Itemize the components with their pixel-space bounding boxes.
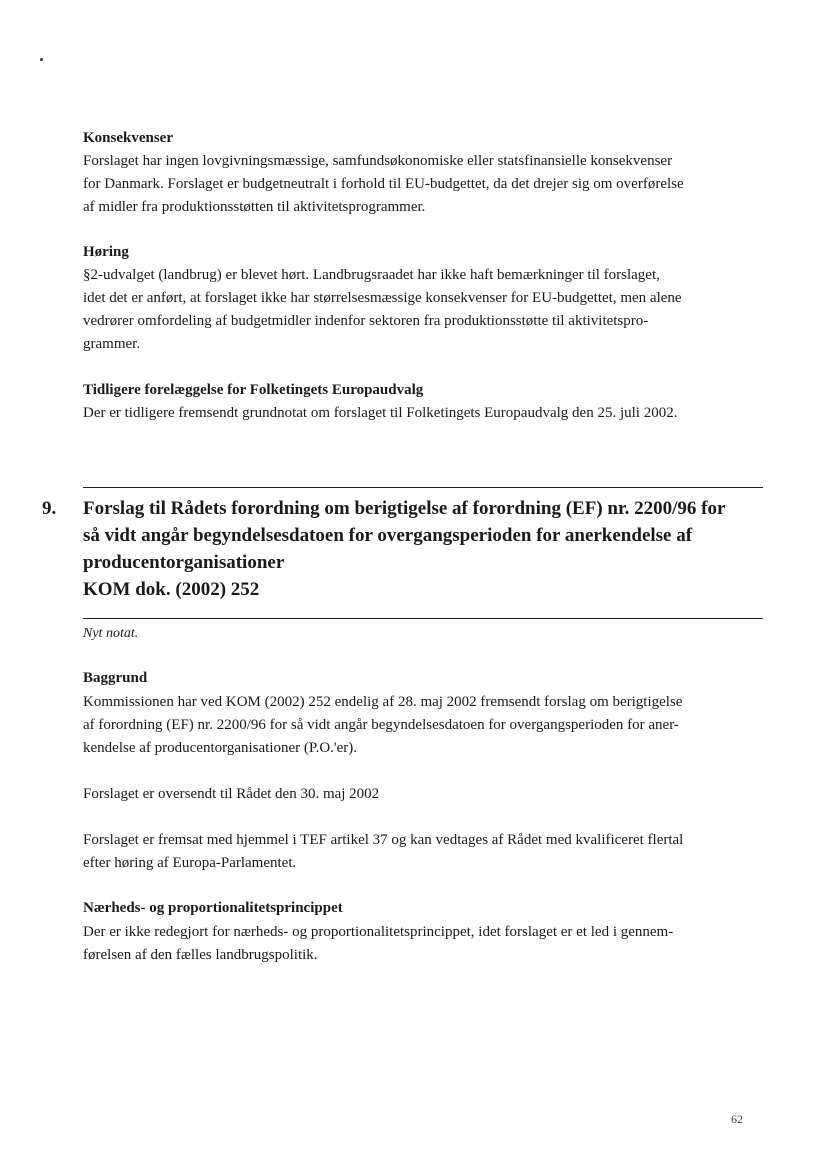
text-line: Forslaget har ingen lovgivningsmæssige, samfundsøkonomiske eller statsfinansielle konsekvenser (83, 153, 673, 169)
naerheds-heading: Nærheds- og proportionalitetsprincippet (83, 900, 343, 916)
title-line: så vidt angår begyndelsesdatoen for overgangsperioden for anerkendelse af (83, 525, 693, 546)
section-top-rule (83, 487, 763, 488)
text-line: kendelse af producentorganisationer (P.O.'er). (83, 740, 357, 756)
text-line: Kommissionen har ved KOM (2002) 252 endelig af 28. maj 2002 fremsendt forslag om berigtigelse (83, 694, 683, 710)
title-line: KOM dok. (2002) 252 (83, 579, 260, 600)
section-bottom-rule (83, 618, 763, 619)
baggrund-body (83, 691, 783, 760)
scan-speck (40, 58, 43, 61)
text-line: Forslaget er oversendt til Rådet den 30. maj 2002 (83, 786, 380, 802)
title-line: producentorganisationer (83, 552, 285, 573)
text-line: af midler fra produktionsstøtten til aktivitetsprogrammer. (83, 199, 426, 215)
text-line: efter høring af Europa-Parlamentet. (83, 855, 297, 871)
horing-heading: Høring (83, 244, 129, 260)
baggrund-heading: Baggrund (83, 670, 148, 686)
konsekvenser-body (83, 150, 783, 219)
text-line: af forordning (EF) nr. 2200/96 for så vidt angår begyndelsesdatoen for overgangsperioden for aner- (83, 717, 679, 733)
page-number: 62 (731, 1112, 743, 1126)
naerheds-body (83, 921, 783, 967)
text-line: vedrører omfordeling af budgetmidler indenfor sektoren fra produktionsstøtte til aktivitetspro- (83, 313, 649, 329)
note-text: Nyt notat. (83, 626, 139, 641)
konsekvenser-heading: Konsekvenser (83, 130, 173, 146)
section-number: 9. (42, 498, 57, 519)
text-line: Forslaget er fremsat med hjemmel i TEF artikel 37 og kan vedtages af Rådet med kvalificeret flertal (83, 832, 684, 848)
text-line: idet det er anført, at forslaget ikke har størrelsesmæssige konsekvenser for EU-budgettet, men alene (83, 290, 682, 306)
text-line: grammer. (83, 336, 141, 352)
section-title (83, 495, 773, 603)
text-line: Der er ikke redegjort for nærheds- og proportionalitetsprincippet, idet forslaget er et led i gennem- (83, 924, 674, 940)
text-line: Der er tidligere fremsendt grundnotat om forslaget til Folketingets Europaudvalg den 25. juli 2002. (83, 405, 678, 421)
text-line: førelsen af den fælles landbrugspolitik. (83, 947, 318, 963)
tidligere-body (83, 402, 783, 425)
tidligere-heading: Tidligere forelæggelse for Folketingets Europaudvalg (83, 382, 424, 398)
fremsat-paragraph (83, 829, 783, 875)
title-line: Forslag til Rådets forordning om berigtigelse af forordning (EF) nr. 2200/96 for (83, 498, 726, 519)
oversendt-paragraph (83, 783, 783, 806)
horing-body (83, 264, 783, 356)
text-line: for Danmark. Forslaget er budgetneutralt i forhold til EU-budgettet, da det drejer sig om overførelse (83, 176, 684, 192)
text-line: §2-udvalget (landbrug) er blevet hørt. Landbrugsraadet har ikke haft bemærkninger til forslaget, (83, 267, 660, 283)
